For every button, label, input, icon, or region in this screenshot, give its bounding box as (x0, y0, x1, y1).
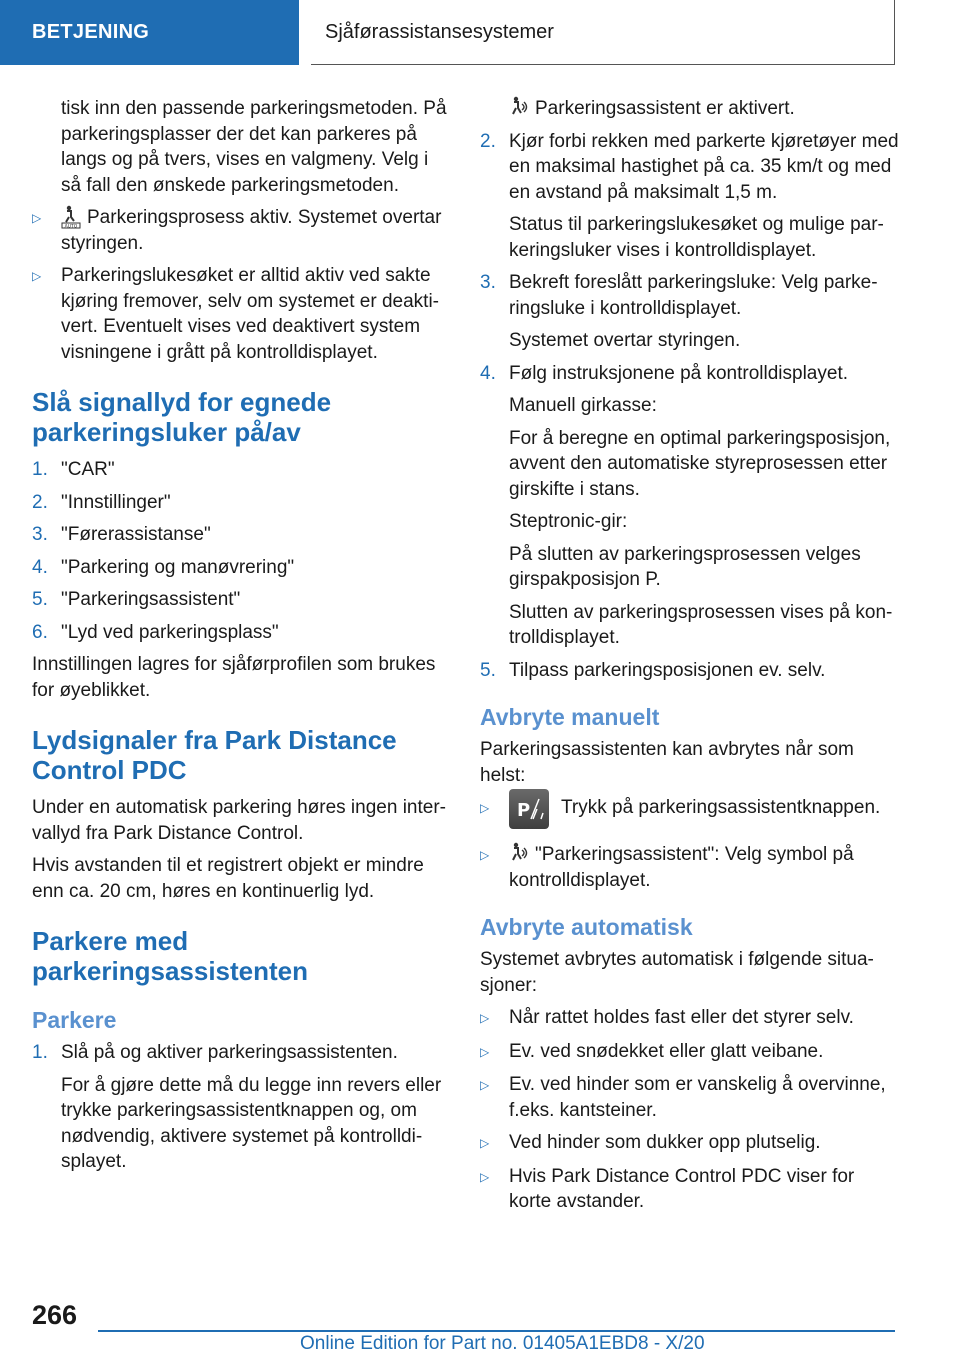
section-tab (0, 0, 299, 65)
list-item (32, 490, 450, 516)
step-text: For å beregne en optimal parkeringsposisjon, avvent den automatiske styreprosessen etter girskifte i stans. (509, 427, 891, 500)
list-item (480, 1072, 900, 1123)
step-text: Status til parkeringslukesøket og mulige par-keringsluker vises i kontrolldisplayet. (509, 214, 884, 261)
footer-edition: Online Edition for Part no. 01405A1EBD8 - X/20 (300, 1333, 705, 1354)
step-text: Kjør forbi rekken med parkerte kjøretøyer med en maksimal hastighet på ca. 35 km/t og med en avstand på maksimalt 1,5 m. (509, 130, 899, 203)
page-number: 266 (32, 1300, 78, 1330)
list-item (480, 1130, 900, 1157)
step-text: På slutten av parkeringsprosessen velges girspakposisjon P. (509, 543, 861, 590)
list-item (480, 842, 900, 893)
svg-text:P: P (517, 800, 531, 821)
step-number: 1. (32, 459, 48, 480)
step-text: "Førerassistanse" (61, 524, 211, 545)
bullet-text: "Parkeringsassistent": Velg symbol på kontrolldisplayet. (509, 844, 854, 891)
step-text: Steptronic-gir: (509, 511, 628, 532)
parking-auto-icon (61, 205, 81, 229)
list-item (480, 270, 900, 354)
bullet-triangle-icon: ▷ (480, 1136, 490, 1150)
step-text: Tilpass parkeringsposisjonen ev. selv. (509, 659, 826, 681)
bullet-text: Trykk på parkeringsassistentknappen. (561, 797, 881, 818)
bullet-triangle-icon: ▷ (480, 848, 490, 862)
list-item (32, 205, 450, 256)
list-item (32, 587, 450, 613)
step-text: Slå på og aktiver parkeringsassistenten. (61, 1042, 398, 1063)
step-number: 6. (32, 621, 48, 643)
active-line: Parkeringsassistent er aktivert. (535, 98, 795, 119)
list-item (32, 457, 450, 483)
svg-text:AUTO: AUTO (64, 224, 78, 229)
heading-parkere: Parkere (32, 1007, 117, 1033)
bullet-text: Ev. ved hinder som er vanskelig å overvinne, f.eks. kantsteiner. (509, 1074, 886, 1121)
heading-pdc: Lydsignaler fra Park Distance Control PDC (32, 725, 397, 785)
step-number: 4. (480, 362, 496, 384)
list-item (480, 361, 900, 651)
intro-paragraph: tisk inn den passende parkeringsmetoden. På parkeringsplasser der det kan parkeres på langs og på tvers, vises en valgmeny. Velg i så fall den ønskede parkeringsmetoden. (61, 98, 447, 196)
bullet-triangle-icon: ▷ (480, 1011, 490, 1025)
parking-button-icon (509, 789, 549, 829)
step-text: Følg instruksjonene på kontrolldisplayet. (509, 362, 849, 384)
bullet-triangle-icon: ▷ (480, 1044, 490, 1059)
step-text: Systemet overtar styringen. (509, 330, 741, 351)
signal-note: Innstillingen lagres for sjåførprofilen som brukes for øyeblikket. (32, 654, 436, 701)
parking-assistant-icon (509, 842, 529, 866)
step-number: 2. (480, 130, 496, 152)
step-text: "Parkering og manøvrering" (61, 556, 295, 578)
bullet-triangle-icon: ▷ (480, 1078, 490, 1092)
list-item (32, 1040, 450, 1175)
step-text: "Innstillinger" (61, 491, 171, 513)
step-number: 3. (480, 272, 496, 293)
chapter-title: Sjåførassistansesystemer (325, 20, 554, 43)
step-text: "CAR" (61, 459, 115, 480)
list-item (32, 263, 450, 365)
bullet-triangle-icon: ▷ (480, 801, 490, 815)
list-item (480, 795, 900, 835)
step-text: Manuell girkasse: (509, 395, 657, 416)
step-number: 3. (32, 524, 48, 545)
bullet-text: Parkeringslukesøket er alltid aktiv ved sakte kjøring fremover, selv om systemet er deakti-vert. Eventuelt vises ved deaktivert system visningene i grått på kontrolldisplayet. (61, 265, 439, 363)
manual-intro: Parkeringsassistenten kan avbrytes når som helst: (480, 739, 854, 786)
step-number: 4. (32, 556, 48, 578)
list-item (480, 1005, 900, 1032)
heading-auto: Avbryte automatisk (480, 914, 693, 940)
step-text: "Parkeringsassistent" (61, 589, 241, 610)
step-number: 5. (32, 589, 48, 610)
step-text: Slutten av parkeringsprosessen vises på kon-trolldisplayet. (509, 601, 893, 648)
chapter-header (311, 0, 895, 65)
list-item (480, 129, 900, 264)
bullet-text: Parkeringsprosess aktiv. Systemet overtar styringen. (61, 207, 442, 254)
list-item (32, 620, 450, 646)
auto-intro: Systemet avbrytes automatisk i følgende situa-sjoner: (480, 949, 874, 996)
bullet-triangle-icon: ▷ (32, 269, 42, 283)
step-text: Bekreft foreslått parkeringsluke: Velg parke-ringsluke i kontrolldisplayet. (509, 272, 878, 319)
heading-signal: Slå signallyd for egnede parkeringsluker på/av (32, 387, 332, 447)
bullet-triangle-icon: ▷ (32, 211, 42, 225)
parking-assistant-icon (509, 96, 529, 120)
footer-divider (98, 1330, 895, 1332)
step-text: "Lyd ved parkeringsplass" (61, 621, 279, 643)
pdc-paragraph: Hvis avstanden til et registrert objekt er mindre enn ca. 20 cm, høres en kontinuerlig lyd. (32, 855, 424, 902)
left-column (32, 96, 450, 1182)
heading-park: Parkere med parkeringsassistenten (32, 926, 309, 986)
step-detail: For å gjøre dette må du legge inn revers eller trykke parkeringsassistentknappen og, om nødvendig, aktivere systemet på kontrolldi-splayet. (61, 1074, 442, 1172)
right-column (480, 96, 900, 1222)
bullet-text: Ev. ved snødekket eller glatt veibane. (509, 1040, 824, 1062)
bullet-text: Hvis Park Distance Control PDC viser for korte avstander. (509, 1165, 855, 1212)
step-number: 5. (480, 659, 496, 681)
bullet-triangle-icon: ▷ (480, 1169, 490, 1184)
list-item (480, 658, 900, 684)
list-item (32, 555, 450, 581)
step-number: 1. (32, 1042, 48, 1063)
bullet-text: Ved hinder som dukker opp plutselig. (509, 1132, 821, 1153)
pdc-paragraph: Under en automatisk parkering høres ingen inter-vallyd fra Park Distance Control. (32, 797, 446, 844)
list-item (32, 522, 450, 548)
list-item (480, 1039, 900, 1066)
heading-manual: Avbryte manuelt (480, 704, 660, 730)
bullet-text: Når rattet holdes fast eller det styrer selv. (509, 1007, 854, 1028)
list-item (480, 1164, 900, 1215)
section-title: BETJENING (32, 21, 150, 43)
step-number: 2. (32, 491, 48, 513)
